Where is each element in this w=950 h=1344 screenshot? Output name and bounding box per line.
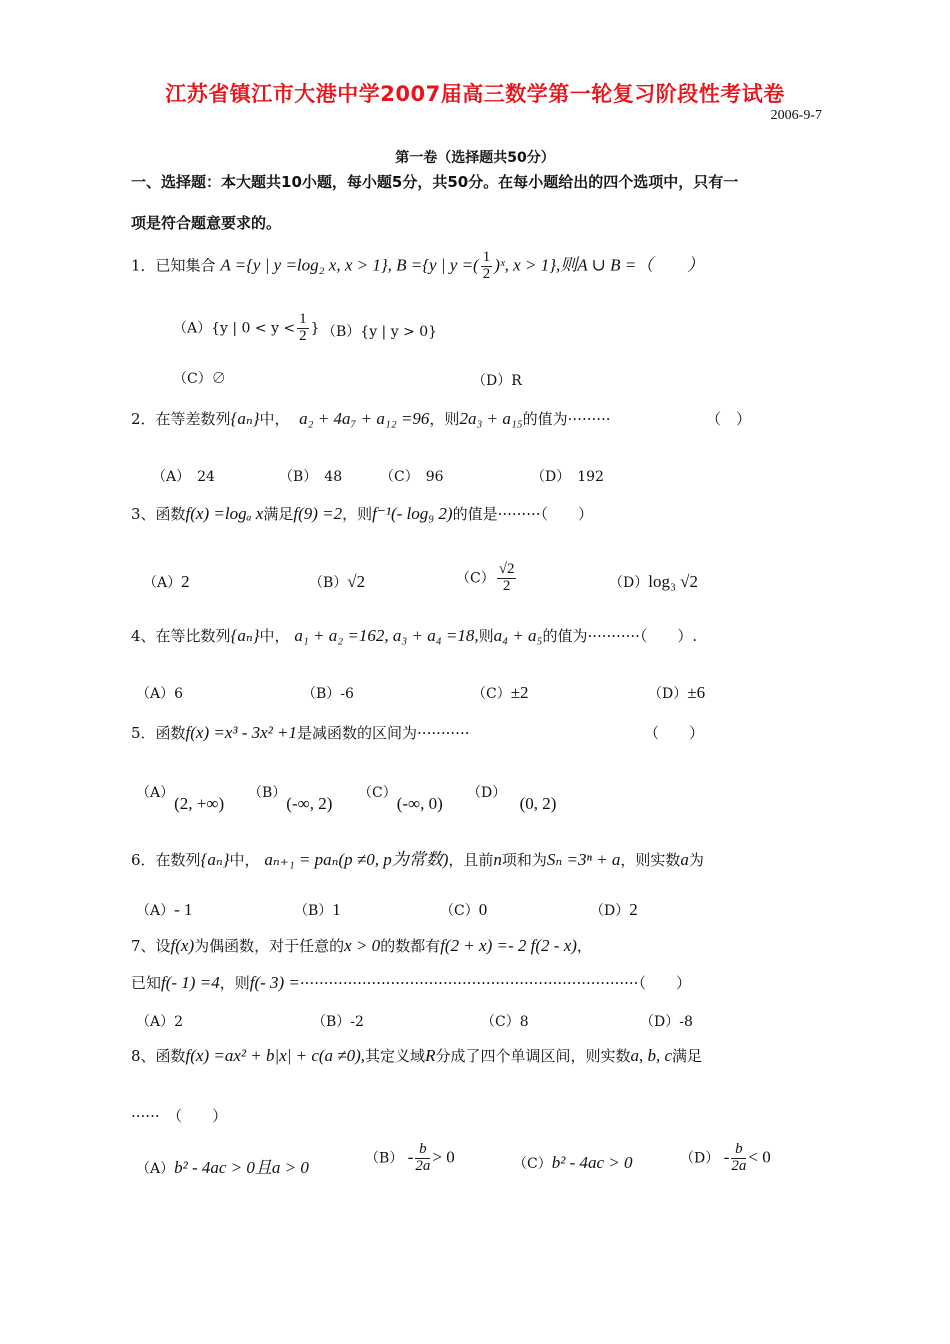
q3-option-b-value: √2	[347, 572, 366, 591]
q1-option-a[interactable]	[173, 312, 320, 345]
q2-tail: 的值为·········	[522, 410, 611, 428]
q3-option-b[interactable]	[309, 572, 365, 592]
section-instructions-line1: 一、选择题：本大题共10小题，每小题5分，共50分。在每小题给出的四个选项中，只有一	[131, 173, 739, 191]
q3-option-a-label: （A）	[143, 575, 182, 591]
q3-option-c-den: 2	[502, 577, 511, 594]
q7-option-d[interactable]: （D）-8	[640, 1014, 693, 1030]
q6-lead: 6．在数列	[131, 851, 201, 869]
q6-option-b-label: （B）	[294, 903, 333, 919]
q1-tail: )ˣ, x > 1},则A ∪ B =（ ）	[494, 255, 705, 275]
q2-lead: 2．在等差数列	[131, 410, 231, 428]
q3-option-a-value: 2	[181, 572, 190, 591]
q6-option-d-label: （D）	[590, 903, 630, 919]
q8-option-d-label: （D）	[680, 1150, 720, 1167]
q1-option-d[interactable]: （D）R	[472, 373, 522, 389]
q8-option-d-post: < 0	[748, 1147, 771, 1167]
q5-option-d-value: (0, 2)	[519, 794, 557, 813]
q4-sequence: {aₙ}	[230, 626, 260, 645]
q5-option-c[interactable]	[358, 782, 443, 813]
q6-condition: aₙ₊₁ = paₙ(p ≠0, p为常数)	[264, 850, 449, 869]
q8-option-d-num: b	[731, 1142, 746, 1159]
q2-option-d[interactable]: （D） 192	[531, 469, 604, 485]
q3-target: f⁻¹(- log₉ 2)	[372, 504, 453, 523]
q1-set-expression: A ={y | y =log₂ x, x > 1}, B ={y | y =(	[220, 255, 479, 275]
q8-option-d-pre: -	[723, 1147, 730, 1167]
q4-tail: 的值为···········（ ）.	[542, 627, 698, 645]
q1-fraction	[481, 250, 493, 283]
q3-option-c-fraction	[497, 562, 517, 595]
q8-mid: 其定义域	[365, 1047, 426, 1065]
q1-option-c[interactable]: （C）∅	[173, 371, 226, 387]
q4-mid: 中，	[259, 627, 290, 645]
q7-lead: 7、设	[131, 937, 171, 955]
q5-option-c-value: (-∞, 0)	[396, 794, 443, 813]
question-3	[131, 503, 593, 524]
q2-option-b[interactable]: （B） 48	[279, 469, 343, 485]
q3-function: f(x) =logₐ x	[185, 504, 264, 523]
q5-tail: 是减函数的区间为···········	[297, 724, 470, 742]
q6-mid: 中，	[229, 851, 260, 869]
q3-option-d-value: log₃ √2	[648, 572, 698, 591]
q3-mid: 满足	[263, 505, 294, 523]
q6-option-d[interactable]	[590, 900, 638, 920]
question-7-line2	[131, 972, 691, 993]
q8-option-b-post: > 0	[432, 1147, 455, 1167]
q6-option-b[interactable]	[294, 900, 341, 920]
q4-option-c-value: ±2	[510, 683, 529, 702]
q7-then: ，则	[219, 974, 250, 992]
q6-option-c-label: （C）	[440, 903, 479, 919]
q8-option-b-label: （B）	[365, 1150, 404, 1167]
q4-option-d[interactable]	[648, 683, 705, 703]
q3-option-c-num: √2	[498, 561, 515, 577]
q5-function: f(x) =x³ - 3x² +1	[185, 723, 298, 742]
q5-option-d[interactable]	[467, 782, 557, 813]
q5-option-a-label: （A）	[136, 785, 175, 801]
q7-option-b[interactable]: （B）-2	[312, 1014, 364, 1030]
q6-option-d-value: 2	[629, 900, 638, 919]
q8-option-b-pre: -	[407, 1147, 414, 1167]
q8-option-c-value: b² - 4ac > 0	[551, 1153, 633, 1172]
q3-option-d[interactable]	[609, 572, 698, 592]
q2-option-a[interactable]: （A） 24	[152, 469, 215, 485]
q2-sequence: {aₙ}	[230, 409, 260, 428]
q5-lead: 5．函数	[131, 724, 186, 742]
q6-sum: Sₙ =3ⁿ + a	[546, 850, 621, 869]
q8-option-b-num: b	[415, 1142, 430, 1159]
q6-then2: ，则实数	[620, 851, 681, 869]
q8-option-a-label: （A）	[136, 1161, 175, 1177]
q6-option-a[interactable]	[136, 900, 193, 920]
q1-option-a-fraction	[297, 312, 309, 345]
q7-x: x > 0	[344, 936, 381, 955]
q8-option-d-fraction	[731, 1142, 746, 1175]
q8-tail: 分成了四个单调区间，则实数	[435, 1047, 631, 1065]
exam-date: 2006-9-7	[770, 108, 822, 123]
q5-option-a[interactable]	[136, 782, 225, 813]
q1-lead: 1．已知集合	[131, 256, 216, 275]
q4-then: 则	[478, 627, 494, 645]
q6-then: ，且前	[448, 851, 494, 869]
q6-tail: 为	[688, 851, 704, 869]
q7-target: f(- 3) =	[249, 973, 300, 992]
q1-option-a-den: 2	[299, 327, 307, 344]
q2-condition: a₂ + 4a₇ + a₁₂ =96	[299, 409, 430, 428]
exam-title: 江苏省镇江市大港中学2007届高三数学第一轮复习阶段性考试卷	[165, 82, 785, 106]
q2-option-c[interactable]: （C） 96	[380, 469, 444, 485]
q1-option-a-text: （A）{y | 0 < y <	[173, 320, 296, 337]
question-6	[131, 845, 704, 870]
q6-option-c[interactable]	[440, 900, 487, 920]
q8-option-b-fraction	[415, 1142, 430, 1175]
question-2	[131, 408, 611, 429]
q8-lead: 8、函数	[131, 1047, 186, 1065]
q7-option-a[interactable]: （A）2	[136, 1014, 184, 1030]
q7-fx: f(x)	[170, 936, 195, 955]
q3-option-c[interactable]	[456, 562, 518, 595]
q4-option-c-label: （C）	[472, 686, 511, 702]
q3-condition: f(9) =2	[293, 504, 343, 523]
q3-tail: 的值是·········（ ）	[452, 505, 594, 523]
q8-tail2: 满足	[672, 1047, 703, 1065]
q8-option-c-label: （C）	[513, 1156, 552, 1172]
q4-option-a[interactable]: （A）6	[136, 686, 184, 702]
q5-option-b[interactable]	[248, 782, 333, 813]
question-8	[131, 1045, 702, 1066]
q4-target: a₄ + a₅	[493, 626, 543, 645]
q4-option-d-value: ±6	[687, 683, 706, 702]
question-7-line1	[131, 935, 592, 956]
q8-option-d[interactable]	[680, 1142, 771, 1175]
q4-lead: 4、在等比数列	[131, 627, 231, 645]
q2-mid: 中，	[259, 410, 290, 428]
q3-option-a[interactable]	[143, 572, 190, 592]
volume-heading: 第一卷（选择题共50分）	[395, 150, 555, 166]
q5-answer-bracket: （ ）	[644, 724, 705, 742]
q6-mid2: 项和为	[501, 851, 547, 869]
q7-line2-lead: 已知	[131, 974, 162, 992]
q7-mid2: 的数都有	[380, 937, 441, 955]
q8-option-b[interactable]	[365, 1142, 455, 1175]
q5-option-b-value: (-∞, 2)	[286, 794, 333, 813]
q7-dots: ·······································································（ ）	[299, 974, 691, 992]
q7-comma: ，	[576, 937, 592, 955]
q8-option-c[interactable]	[513, 1153, 633, 1173]
q7-condition: f(2 + x) =- 2 f(2 - x)	[440, 936, 577, 955]
q4-option-c[interactable]	[472, 683, 529, 703]
q6-option-a-label: （A）	[136, 903, 175, 919]
q1-option-a-end: }	[310, 320, 320, 337]
q1-option-b[interactable]: （B）{y | y > 0}	[322, 324, 438, 340]
q2-target: 2a₃ + a₁₅	[459, 409, 523, 428]
q7-option-c[interactable]: （C）8	[481, 1014, 529, 1030]
q5-option-c-label: （C）	[358, 785, 397, 801]
question-4	[131, 625, 697, 646]
q8-R: R	[425, 1046, 436, 1065]
q8-option-b-den: 2a	[415, 1157, 431, 1174]
q1-frac-num: 1	[482, 249, 491, 265]
q3-option-d-label: （D）	[609, 575, 649, 591]
q3-then: ，则	[342, 505, 373, 523]
q8-vars: a, b, c	[630, 1046, 673, 1065]
q4-option-b[interactable]: （B）-6	[302, 686, 354, 702]
question-1	[131, 250, 704, 283]
question-5	[131, 722, 469, 743]
q3-lead: 3、函数	[131, 505, 186, 523]
q8-function: f(x) =ax² + b|x| + c(a ≠0),	[185, 1046, 366, 1065]
q4-condition: a₁ + a₂ =162, a₃ + a₄ =18,	[294, 626, 479, 645]
q4-option-d-label: （D）	[648, 686, 688, 702]
q5-option-d-label: （D）	[467, 785, 507, 801]
q1-option-a-num: 1	[299, 311, 307, 327]
q6-option-a-value: - 1	[174, 900, 193, 919]
q7-given: f(- 1) =4	[161, 973, 220, 992]
q1-frac-den: 2	[482, 265, 491, 282]
q6-option-b-value: 1	[332, 900, 341, 919]
q5-option-a-value: (2, +∞)	[174, 794, 225, 813]
section-instructions-line2: 项是符合题意要求的。	[131, 214, 282, 232]
q8-line2: ······ （ ）	[131, 1107, 228, 1125]
q8-option-a[interactable]	[136, 1153, 309, 1178]
q3-option-c-label: （C）	[456, 570, 495, 587]
q3-option-b-label: （B）	[309, 575, 348, 591]
q6-a: a	[680, 850, 689, 869]
q6-option-c-value: 0	[478, 900, 488, 919]
q8-option-d-den: 2a	[731, 1157, 747, 1174]
q8-option-a-value: b² - 4ac > 0且a > 0	[174, 1158, 309, 1177]
q6-n: n	[493, 850, 502, 869]
q5-option-b-label: （B）	[248, 785, 287, 801]
q6-sequence: {aₙ}	[200, 850, 230, 869]
q7-mid: 为偶函数，对于任意的	[194, 937, 345, 955]
q2-then: ，则	[429, 410, 460, 428]
q2-answer-bracket: （ ）	[706, 410, 752, 428]
